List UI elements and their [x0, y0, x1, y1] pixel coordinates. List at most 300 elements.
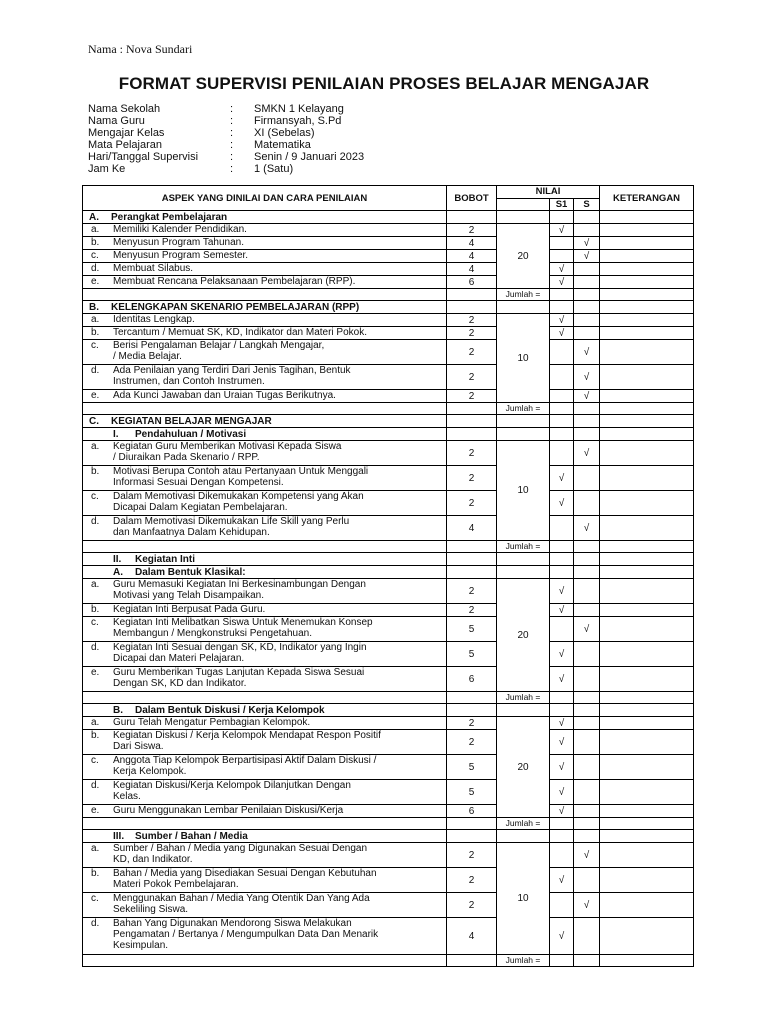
- s-cell: √: [574, 441, 600, 466]
- info-label: Nama Guru: [88, 115, 145, 127]
- keterangan-cell: [600, 579, 694, 604]
- jumlah-label: Jumlah =: [497, 541, 550, 553]
- item-line: Motivasi Berupa Contoh atau Pertanyaan Untuk Menggali: [113, 466, 369, 477]
- item-line: Sumber / Bahan / Media yang Digunakan Sesuai Dengan: [113, 843, 368, 854]
- item-text: [113, 250, 248, 261]
- table-row: [83, 617, 694, 642]
- info-colon: :: [230, 127, 234, 139]
- table-row: [83, 340, 694, 365]
- item-aspect: [83, 237, 447, 250]
- jumlah-aspect: [83, 289, 447, 301]
- item-line: Dengan SK, KD dan Indikator.: [113, 678, 247, 689]
- info-value: Senin / 9 Januari 2023: [254, 151, 365, 163]
- s-cell: [574, 830, 600, 843]
- s1-cell: √: [550, 224, 574, 237]
- table-row: [83, 780, 694, 805]
- section-row: [83, 428, 694, 441]
- keterangan-cell: [600, 211, 694, 224]
- bobot-cell: 6: [447, 276, 497, 289]
- nilai-cell: [497, 553, 550, 566]
- s-cell: [574, 224, 600, 237]
- bobot-cell: 5: [447, 780, 497, 805]
- section-heading: [83, 704, 447, 717]
- section-heading: [83, 566, 447, 579]
- s-cell: √: [574, 516, 600, 541]
- s-cell: √: [574, 237, 600, 250]
- jumlah-bobot: [447, 955, 497, 967]
- s1-cell: √: [550, 642, 574, 667]
- item-line: Berisi Pengalaman Belajar / Langkah Mengajar,: [113, 340, 325, 351]
- item-aspect: [83, 893, 447, 918]
- info-row: [88, 151, 364, 163]
- item-letter: d.: [91, 780, 100, 791]
- keterangan-cell: [600, 441, 694, 466]
- header-keterangan: KETERANGAN: [600, 186, 694, 211]
- s-cell: √: [574, 250, 600, 263]
- s-cell: [574, 466, 600, 491]
- nilai-cell: 20: [497, 717, 550, 818]
- item-letter: a.: [91, 717, 100, 728]
- item-text: [113, 780, 351, 802]
- keterangan-cell: [600, 365, 694, 390]
- bobot-cell: 2: [447, 579, 497, 604]
- item-aspect: [83, 717, 447, 730]
- jumlah-bobot: [447, 692, 497, 704]
- item-aspect: [83, 755, 447, 780]
- section-heading: [83, 415, 447, 428]
- item-aspect: [83, 780, 447, 805]
- table-row: [83, 466, 694, 491]
- item-aspect: [83, 642, 447, 667]
- item-aspect: [83, 276, 447, 289]
- jumlah-label: Jumlah =: [497, 692, 550, 704]
- section-letter: I.: [113, 428, 119, 440]
- s-cell: [574, 301, 600, 314]
- info-row: [88, 127, 364, 139]
- section-row: [83, 566, 694, 579]
- item-text: [113, 604, 265, 615]
- jumlah-bobot: [447, 818, 497, 830]
- section-row: [83, 704, 694, 717]
- keterangan-cell: [600, 516, 694, 541]
- header-blank: [497, 198, 550, 211]
- keterangan-cell: [600, 918, 694, 955]
- info-row: [88, 115, 364, 127]
- s-cell: [574, 780, 600, 805]
- bobot-cell: 2: [447, 224, 497, 237]
- nilai-cell: [497, 428, 550, 441]
- nilai-cell: 10: [497, 314, 550, 403]
- info-label: Mengajar Kelas: [88, 127, 165, 139]
- table-row: [83, 843, 694, 868]
- nilai-cell: 10: [497, 843, 550, 955]
- keterangan-cell: [600, 617, 694, 642]
- keterangan-cell: [600, 805, 694, 818]
- section-row: [83, 301, 694, 314]
- info-colon: :: [230, 103, 234, 115]
- item-line: Menggunakan Bahan / Media Yang Otentik Dan Yang Ada: [113, 893, 370, 904]
- bobot-cell: 2: [447, 441, 497, 466]
- s-cell: [574, 818, 600, 830]
- section-title: Dalam Bentuk Klasikal:: [135, 566, 246, 578]
- keterangan-cell: [600, 868, 694, 893]
- keterangan-cell: [600, 692, 694, 704]
- s1-cell: √: [550, 730, 574, 755]
- s1-cell: √: [550, 466, 574, 491]
- item-line: Sekeliling Siswa.: [113, 904, 189, 915]
- header-bobot: BOBOT: [447, 186, 497, 211]
- bobot-cell: 2: [447, 730, 497, 755]
- item-line: Instrumen, dan Contoh Instrumen.: [113, 376, 265, 387]
- s-cell: √: [574, 843, 600, 868]
- item-letter: a.: [91, 314, 100, 325]
- keterangan-cell: [600, 301, 694, 314]
- s1-cell: √: [550, 755, 574, 780]
- info-colon: :: [230, 115, 234, 127]
- info-label: Mata Pelajaran: [88, 139, 162, 151]
- keterangan-cell: [600, 830, 694, 843]
- item-aspect: [83, 604, 447, 617]
- table-row: [83, 755, 694, 780]
- info-value: Firmansyah, S.Pd: [254, 115, 342, 127]
- item-aspect: [83, 441, 447, 466]
- section-heading: [83, 301, 447, 314]
- item-text: [113, 276, 355, 287]
- table-row: [83, 730, 694, 755]
- item-letter: b.: [91, 868, 100, 879]
- s1-cell: [550, 843, 574, 868]
- item-line: Kegiatan Inti Sesuai dengan SK, KD, Indikator yang Ingin: [113, 642, 367, 653]
- item-line: Membuat Rencana Pelaksanaan Pembelajaran (RPP).: [113, 276, 356, 287]
- item-letter: d.: [91, 365, 100, 376]
- s-cell: [574, 642, 600, 667]
- jumlah-label: Jumlah =: [497, 955, 550, 967]
- s1-cell: [550, 617, 574, 642]
- keterangan-cell: [600, 755, 694, 780]
- item-line: Guru Telah Mengatur Pembagian Kelompok.: [113, 717, 311, 728]
- table-row: [83, 390, 694, 403]
- item-line: Kesimpulan.: [113, 940, 169, 951]
- bobot-cell: 5: [447, 755, 497, 780]
- bobot-cell: 2: [447, 604, 497, 617]
- item-text: [113, 755, 376, 777]
- section-title: Sumber / Bahan / Media: [135, 830, 248, 842]
- s1-cell: √: [550, 579, 574, 604]
- s1-cell: [550, 553, 574, 566]
- info-value: 1 (Satu): [254, 163, 294, 175]
- s-cell: [574, 566, 600, 579]
- item-letter: c.: [91, 491, 99, 502]
- section-letter: III.: [113, 830, 125, 842]
- keterangan-cell: [600, 604, 694, 617]
- s1-cell: √: [550, 918, 574, 955]
- s-cell: [574, 704, 600, 717]
- table-body: [83, 211, 694, 967]
- s-cell: [574, 403, 600, 415]
- section-letter: A.: [89, 211, 99, 223]
- item-line: Informasi Sesuai Dengan Kompetensi.: [113, 477, 284, 488]
- bobot-cell: 2: [447, 314, 497, 327]
- section-letter: II.: [113, 553, 122, 565]
- item-line: / Media Belajar.: [113, 351, 182, 362]
- page-title: FORMAT SUPERVISI PENILAIAN PROSES BELAJAR MENGAJAR: [118, 74, 650, 93]
- s-cell: [574, 211, 600, 224]
- nilai-cell: [497, 211, 550, 224]
- item-text: [113, 617, 373, 639]
- jumlah-row: [83, 818, 694, 830]
- keterangan-cell: [600, 263, 694, 276]
- s1-cell: [550, 428, 574, 441]
- item-text: [113, 237, 244, 248]
- section-letter: A.: [113, 566, 123, 578]
- s1-cell: [550, 566, 574, 579]
- item-line: Kerja Kelompok.: [113, 766, 187, 777]
- item-line: Guru Menggunakan Lembar Penilaian Diskusi/Kerja: [113, 805, 344, 816]
- keterangan-cell: [600, 780, 694, 805]
- bobot-cell: 2: [447, 843, 497, 868]
- item-line: Kegiatan Diskusi/Kerja Kelompok Dilanjutkan Dengan: [113, 780, 351, 791]
- item-line: Menyusun Program Tahunan.: [113, 237, 245, 248]
- item-line: Dicapai dan Materi Pelajaran.: [113, 653, 245, 664]
- keterangan-cell: [600, 327, 694, 340]
- nilai-cell: [497, 704, 550, 717]
- table-row: [83, 805, 694, 818]
- s1-cell: [550, 211, 574, 224]
- item-letter: a.: [91, 224, 100, 235]
- section-title: KEGIATAN BELAJAR MENGAJAR: [111, 415, 272, 427]
- item-line: Menyusun Program Semester.: [113, 250, 249, 261]
- jumlah-row: [83, 692, 694, 704]
- jumlah-row: [83, 541, 694, 553]
- item-text: [113, 579, 366, 601]
- nama-line: Nama : Nova Sundari: [88, 42, 193, 56]
- header-s: S: [574, 198, 600, 211]
- item-line: Ada Kunci Jawaban dan Uraian Tugas Berikutnya.: [113, 390, 336, 401]
- item-letter: c.: [91, 250, 99, 261]
- keterangan-cell: [600, 403, 694, 415]
- s-cell: √: [574, 617, 600, 642]
- bobot-cell: 4: [447, 516, 497, 541]
- item-text: [113, 491, 364, 513]
- item-text: [113, 805, 343, 816]
- item-aspect: [83, 263, 447, 276]
- item-letter: e.: [91, 667, 100, 678]
- section-heading: [83, 553, 447, 566]
- s1-cell: √: [550, 805, 574, 818]
- item-aspect: [83, 224, 447, 237]
- item-line: Membangun / Mengkonstruksi Pengetahuan.: [113, 628, 313, 639]
- s1-cell: √: [550, 263, 574, 276]
- s-cell: [574, 263, 600, 276]
- table-row: [83, 717, 694, 730]
- bobot-cell: [447, 566, 497, 579]
- info-label: Jam Ke: [88, 163, 126, 175]
- item-aspect: [83, 667, 447, 692]
- item-line: Materi Pokok Pembelajaran.: [113, 879, 239, 890]
- item-text: [113, 667, 364, 689]
- item-aspect: [83, 250, 447, 263]
- info-row: [88, 103, 364, 115]
- item-line: Ada Penilaian yang Terdiri Dari Jenis Tagihan, Bentuk: [113, 365, 351, 376]
- info-block: [88, 103, 364, 175]
- s1-cell: √: [550, 604, 574, 617]
- section-heading: [83, 830, 447, 843]
- bobot-cell: 6: [447, 805, 497, 818]
- s1-cell: [550, 955, 574, 967]
- s1-cell: [550, 365, 574, 390]
- item-letter: d.: [91, 516, 100, 527]
- section-title: Dalam Bentuk Diskusi / Kerja Kelompok: [135, 704, 325, 716]
- s1-cell: √: [550, 327, 574, 340]
- item-text: [113, 441, 341, 463]
- item-aspect: [83, 579, 447, 604]
- s-cell: [574, 667, 600, 692]
- keterangan-cell: [600, 553, 694, 566]
- jumlah-row: [83, 403, 694, 415]
- jumlah-aspect: [83, 692, 447, 704]
- s1-cell: [550, 403, 574, 415]
- item-text: [113, 263, 193, 274]
- info-value: XI (Sebelas): [254, 127, 315, 139]
- item-line: Dicapai Dalam Kegiatan Pembelajaran.: [113, 502, 288, 513]
- item-letter: b.: [91, 730, 100, 741]
- section-letter: B.: [89, 301, 99, 313]
- bobot-cell: 2: [447, 868, 497, 893]
- keterangan-cell: [600, 541, 694, 553]
- bobot-cell: 2: [447, 717, 497, 730]
- item-aspect: [83, 868, 447, 893]
- bobot-cell: [447, 428, 497, 441]
- s-cell: [574, 868, 600, 893]
- item-line: Membuat Silabus.: [113, 263, 194, 274]
- item-aspect: [83, 617, 447, 642]
- section-row: [83, 415, 694, 428]
- info-value: SMKN 1 Kelayang: [254, 103, 344, 115]
- item-text: [113, 717, 310, 728]
- s1-cell: [550, 250, 574, 263]
- item-text: [113, 918, 378, 951]
- info-row: [88, 139, 364, 151]
- item-letter: d.: [91, 263, 100, 274]
- item-text: [113, 516, 349, 538]
- s-cell: [574, 314, 600, 327]
- keterangan-cell: [600, 466, 694, 491]
- nilai-cell: 20: [497, 579, 550, 692]
- bobot-cell: [447, 211, 497, 224]
- nilai-cell: 20: [497, 224, 550, 289]
- bobot-cell: 2: [447, 893, 497, 918]
- keterangan-cell: [600, 428, 694, 441]
- item-text: [113, 730, 381, 752]
- s1-cell: [550, 541, 574, 553]
- item-line: Motivasi yang Telah Disampaikan.: [113, 590, 265, 601]
- item-line: Anggota Tiap Kelompok Berpartisipasi Aktif Dalam Diskusi /: [113, 755, 377, 766]
- keterangan-cell: [600, 955, 694, 967]
- s-cell: √: [574, 893, 600, 918]
- item-line: Kegiatan Inti Melibatkan Siswa Untuk Menemukan Konsep: [113, 617, 373, 628]
- item-letter: c.: [91, 617, 99, 628]
- item-letter: b.: [91, 466, 100, 477]
- item-text: [113, 868, 377, 890]
- s-cell: [574, 553, 600, 566]
- item-line: Bahan Yang Digunakan Mendorong Siswa Melakukan: [113, 918, 352, 929]
- keterangan-cell: [600, 224, 694, 237]
- s-cell: [574, 955, 600, 967]
- item-aspect: [83, 327, 447, 340]
- item-text: [113, 642, 367, 664]
- item-line: KD, dan Indikator.: [113, 854, 193, 865]
- item-text: [113, 466, 368, 488]
- s1-cell: [550, 289, 574, 301]
- bobot-cell: 5: [447, 642, 497, 667]
- table-row: [83, 893, 694, 918]
- s1-cell: √: [550, 868, 574, 893]
- s-cell: √: [574, 390, 600, 403]
- info-label: Nama Sekolah: [88, 103, 161, 115]
- keterangan-cell: [600, 390, 694, 403]
- s1-cell: √: [550, 667, 574, 692]
- jumlah-label: Jumlah =: [497, 818, 550, 830]
- bobot-cell: [447, 553, 497, 566]
- section-title: Perangkat Pembelajaran: [111, 211, 228, 223]
- bobot-cell: 2: [447, 390, 497, 403]
- info-colon: :: [230, 151, 234, 163]
- table-row: [83, 667, 694, 692]
- item-letter: c.: [91, 755, 99, 766]
- item-letter: c.: [91, 893, 99, 904]
- s1-cell: [550, 830, 574, 843]
- keterangan-cell: [600, 730, 694, 755]
- item-letter: c.: [91, 340, 99, 351]
- nilai-cell: [497, 301, 550, 314]
- keterangan-cell: [600, 250, 694, 263]
- item-line: Dari Siswa.: [113, 741, 164, 752]
- bobot-cell: 4: [447, 237, 497, 250]
- item-line: / Diuraikan Pada Skenario / RPP.: [113, 452, 260, 463]
- section-letter: C.: [89, 415, 99, 427]
- item-letter: b.: [91, 237, 100, 248]
- bobot-cell: 2: [447, 365, 497, 390]
- jumlah-aspect: [83, 541, 447, 553]
- item-aspect: [83, 365, 447, 390]
- item-letter: b.: [91, 327, 100, 338]
- item-aspect: [83, 918, 447, 955]
- jumlah-row: [83, 289, 694, 301]
- table-row: [83, 441, 694, 466]
- table-row: [83, 327, 694, 340]
- jumlah-aspect: [83, 403, 447, 415]
- s1-cell: [550, 237, 574, 250]
- s1-cell: [550, 340, 574, 365]
- item-aspect: [83, 466, 447, 491]
- keterangan-cell: [600, 415, 694, 428]
- s1-cell: √: [550, 780, 574, 805]
- item-line: Tercantum / Memuat SK, KD, Indikator dan Materi Pokok.: [113, 327, 367, 338]
- section-letter: B.: [113, 704, 123, 716]
- item-aspect: [83, 805, 447, 818]
- keterangan-cell: [600, 717, 694, 730]
- item-line: Bahan / Media yang Disediakan Sesuai Dengan Kebutuhan: [113, 868, 377, 879]
- bobot-cell: 2: [447, 466, 497, 491]
- item-line: Kegiatan Inti Berpusat Pada Guru.: [113, 604, 266, 615]
- s-cell: √: [574, 340, 600, 365]
- item-aspect: [83, 390, 447, 403]
- s1-cell: [550, 441, 574, 466]
- table-row: [83, 491, 694, 516]
- s-cell: √: [574, 365, 600, 390]
- s-cell: [574, 541, 600, 553]
- bobot-cell: [447, 704, 497, 717]
